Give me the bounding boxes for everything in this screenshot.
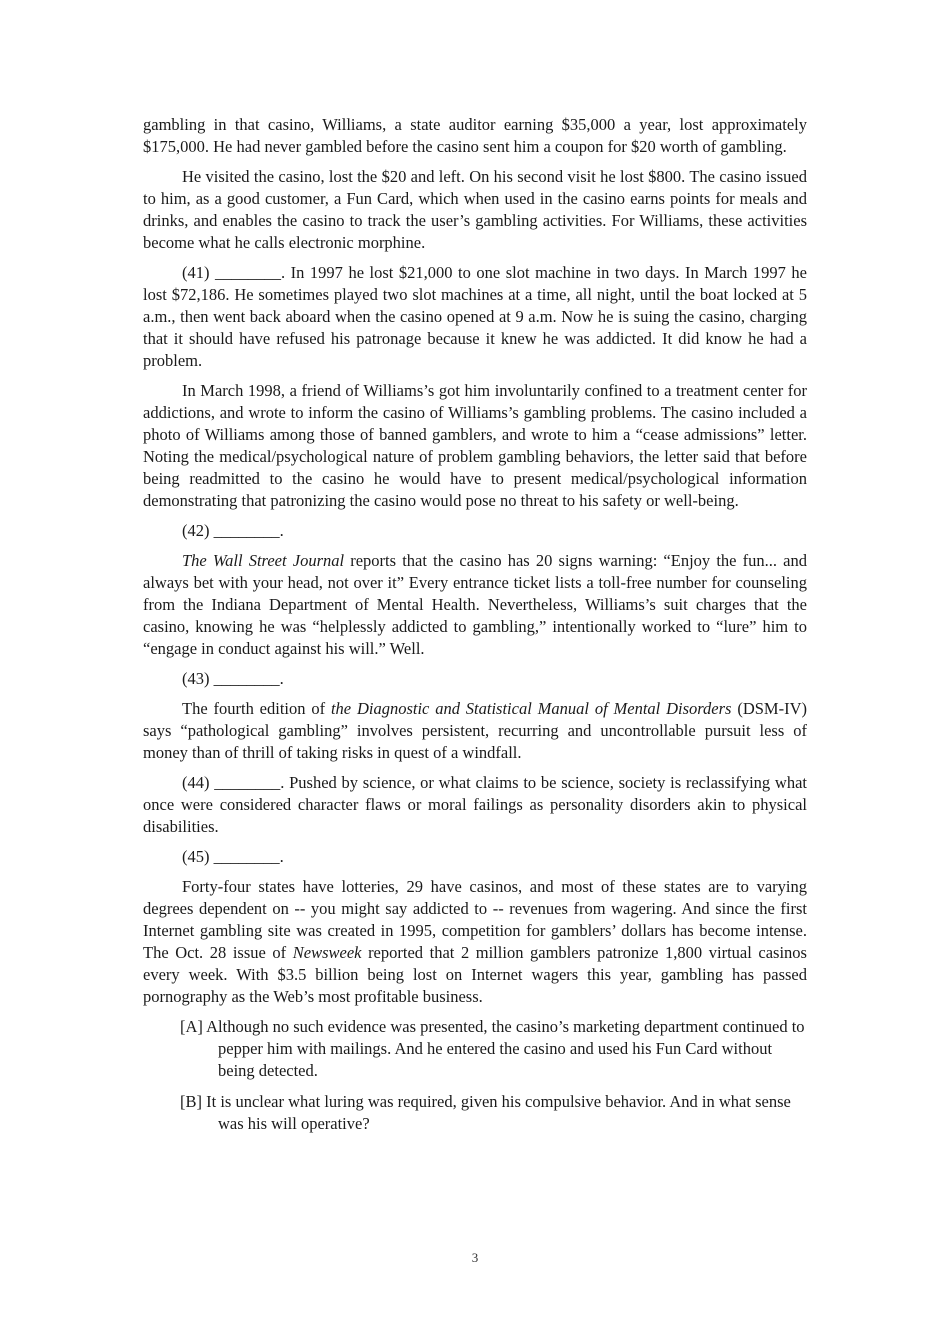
paragraph-lotteries xyxy=(143,876,807,1008)
document-body xyxy=(143,114,807,1144)
paragraph-lotteries-text: reported that 2 million gamblers patronize 1,800 virtual casinos every week. With $3.5 billion being lost on Internet wagers this year, gambling has passed pornography as the Web’s most profitable business. xyxy=(143,943,807,1006)
option-b: [B] It is unclear what luring was required, given his compulsive behavior. And in what sense was his will operative? xyxy=(180,1092,791,1133)
paragraph-dsm-lead: The fourth edition of xyxy=(182,699,331,718)
paragraph-continuation: gambling in that casino, Williams, a state auditor earning $35,000 a year, lost approximately $175,000. He had never gambled before the casino sent him a coupon for $20 worth of gambling. xyxy=(143,115,807,156)
paragraph-wsj-text: reports that the casino has 20 signs warning: “Enjoy the fun... and always bet with your head, not over it” Every entrance ticket lists a toll-free number for counseling from the Indiana Department of Mental Health. Nevertheless, Williams’s suit charges that the casino, knowing he was “helplessly addicted to gambling,” intentionally worked to “lure” him to “engage in conduct against his will.” Well. xyxy=(143,551,807,658)
paragraph-wall-street-journal xyxy=(143,550,807,660)
publication-title-newsweek: Newsweek xyxy=(292,943,362,962)
paragraph-lotteries-lead: Forty-four states have lotteries, 29 have casinos, and most of these states are to varying degrees dependent on -- you might say addicted to -- revenues from wagering. And since the first Internet gambling site was created in 1995, competition for gamblers’ dollars has become intense. The Oct. 28 issue of xyxy=(143,877,807,962)
page-number: 3 xyxy=(471,1250,479,1265)
blank-43: (43) ________. xyxy=(182,669,284,688)
blank-45: (45) ________. xyxy=(182,847,284,866)
paragraph-blank-41: (41) ________. In 1997 he lost $21,000 to one slot machine in two days. In March 1997 he lost $72,186. He sometimes played two slot machines at a time, all night, until the boat locked at 5 a.m., then went back aboard when the casino opened at 9 a.m. Now he is suing the casino, charging that it should have refused his patronage because it knew he was addicted. It did know he had a problem. xyxy=(143,263,807,370)
publication-title-dsm: the Diagnostic and Statistical Manual of Mental Disorders xyxy=(330,699,732,718)
paragraph-dsm-text: (DSM-IV) says “pathological gambling” involves persistent, recurring and uncontrollable pursuit less of money than of thrill of taking risks in quest of a windfall. xyxy=(143,699,807,762)
paragraph-fun-card: He visited the casino, lost the $20 and left. On his second visit he lost $800. The casino issued to him, as a good customer, a Fun Card, which when used in the casino earns points for meals and drinks, and enables the casino to track the user’s gambling activities. For Williams, these activities become what he calls electronic morphine. xyxy=(143,167,807,252)
paragraph-dsm-iv xyxy=(143,698,807,764)
publication-title-wsj: The Wall Street Journal xyxy=(182,551,345,570)
paragraph-blank-44: (44) ________. Pushed by science, or what claims to be science, society is reclassifying what once were considered character flaws or moral failings as personality disorders akin to physical disabilities. xyxy=(143,773,807,836)
blank-42: (42) ________. xyxy=(182,521,284,540)
option-a: [A] Although no such evidence was presented, the casino’s marketing department continued to pepper him with mailings. And he entered the casino and used his Fun Card without being detected. xyxy=(180,1017,805,1080)
paragraph-treatment-center: In March 1998, a friend of Williams’s got him involuntarily confined to a treatment center for addictions, and wrote to inform the casino of Williams’s gambling problems. The casino included a photo of Williams among those of banned gamblers, and wrote to him a “cease admissions” letter. Noting the medical/psychological nature of problem gambling behaviors, the letter said that before being readmitted to the casino he would have to present medical/psychological information demonstrating that patronizing the casino would pose no threat to his safety or well-being. xyxy=(143,381,807,510)
